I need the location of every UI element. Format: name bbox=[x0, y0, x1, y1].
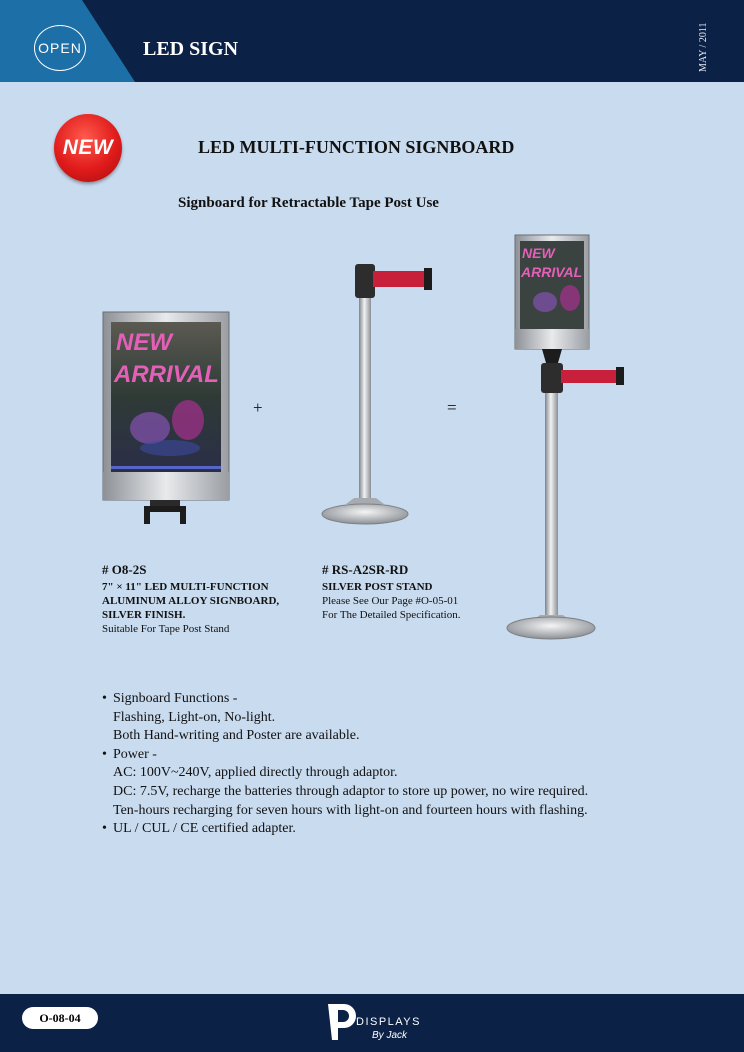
svg-text:ARRIVAL: ARRIVAL bbox=[521, 264, 583, 280]
product-1-line: 7" × 11" LED MULTI-FUNCTION bbox=[102, 581, 269, 593]
product-subtitle: Signboard for Retractable Tape Post Use bbox=[178, 195, 439, 211]
product-code-2: # RS-A2SR-RD bbox=[322, 562, 409, 577]
sign-text-arrival: ARRIVAL bbox=[114, 361, 219, 388]
product-title: LED MULTI-FUNCTION SIGNBOARD bbox=[198, 137, 515, 157]
product-2-line: Please See Our Page #O-05-01 bbox=[322, 595, 459, 607]
signboard-image bbox=[100, 310, 232, 535]
equals-sign: = bbox=[447, 398, 457, 417]
feature-bullet: • Power - bbox=[102, 746, 588, 765]
brand-name: DISPLAYS bbox=[356, 1016, 421, 1028]
feature-list bbox=[102, 690, 588, 839]
product-1-line: SILVER FINISH. bbox=[102, 609, 186, 621]
feature-detail: Ten-hours recharging for seven hours with light-on and fourteen hours with flashing. bbox=[113, 802, 588, 818]
svg-text:NEW: NEW bbox=[522, 245, 555, 261]
product-1-line: ALUMINUM ALLOY SIGNBOARD, bbox=[102, 595, 280, 607]
combined-image bbox=[500, 232, 640, 644]
product-2-line: For The Detailed Specification. bbox=[322, 609, 461, 621]
open-logo: OPEN bbox=[34, 25, 86, 71]
product-description-2 bbox=[322, 580, 460, 622]
brand-by: By Jack bbox=[372, 1030, 408, 1041]
product-1-line: Suitable For Tape Post Stand bbox=[102, 623, 230, 635]
plus-sign: + bbox=[253, 398, 263, 417]
brand-logo bbox=[322, 1000, 432, 1044]
issue-date: MAY / 2011 bbox=[698, 22, 709, 72]
sign-text-new: NEW bbox=[116, 329, 172, 356]
product-2-line: SILVER POST STAND bbox=[322, 581, 433, 593]
feature-detail: DC: 7.5V, recharge the batteries through adaptor to store up power, no wire required. bbox=[113, 783, 589, 799]
feature-bullet: • UL / CUL / CE certified adapter. bbox=[102, 820, 588, 839]
category-title: LED SIGN bbox=[143, 38, 239, 60]
product-code-1: # O8-2S bbox=[102, 562, 147, 577]
feature-detail: AC: 100V~240V, applied directly through adaptor. bbox=[113, 765, 398, 781]
post-stand-image bbox=[318, 262, 438, 530]
feature-detail: Flashing, Light-on, No-light. bbox=[113, 709, 276, 725]
new-badge bbox=[54, 114, 122, 182]
product-description-1 bbox=[102, 580, 279, 636]
feature-bullet: • Signboard Functions - bbox=[102, 690, 588, 709]
new-badge-label: NEW bbox=[62, 136, 114, 159]
feature-detail: Both Hand-writing and Poster are available. bbox=[113, 728, 360, 744]
page-code: O-08-04 bbox=[22, 1007, 98, 1029]
